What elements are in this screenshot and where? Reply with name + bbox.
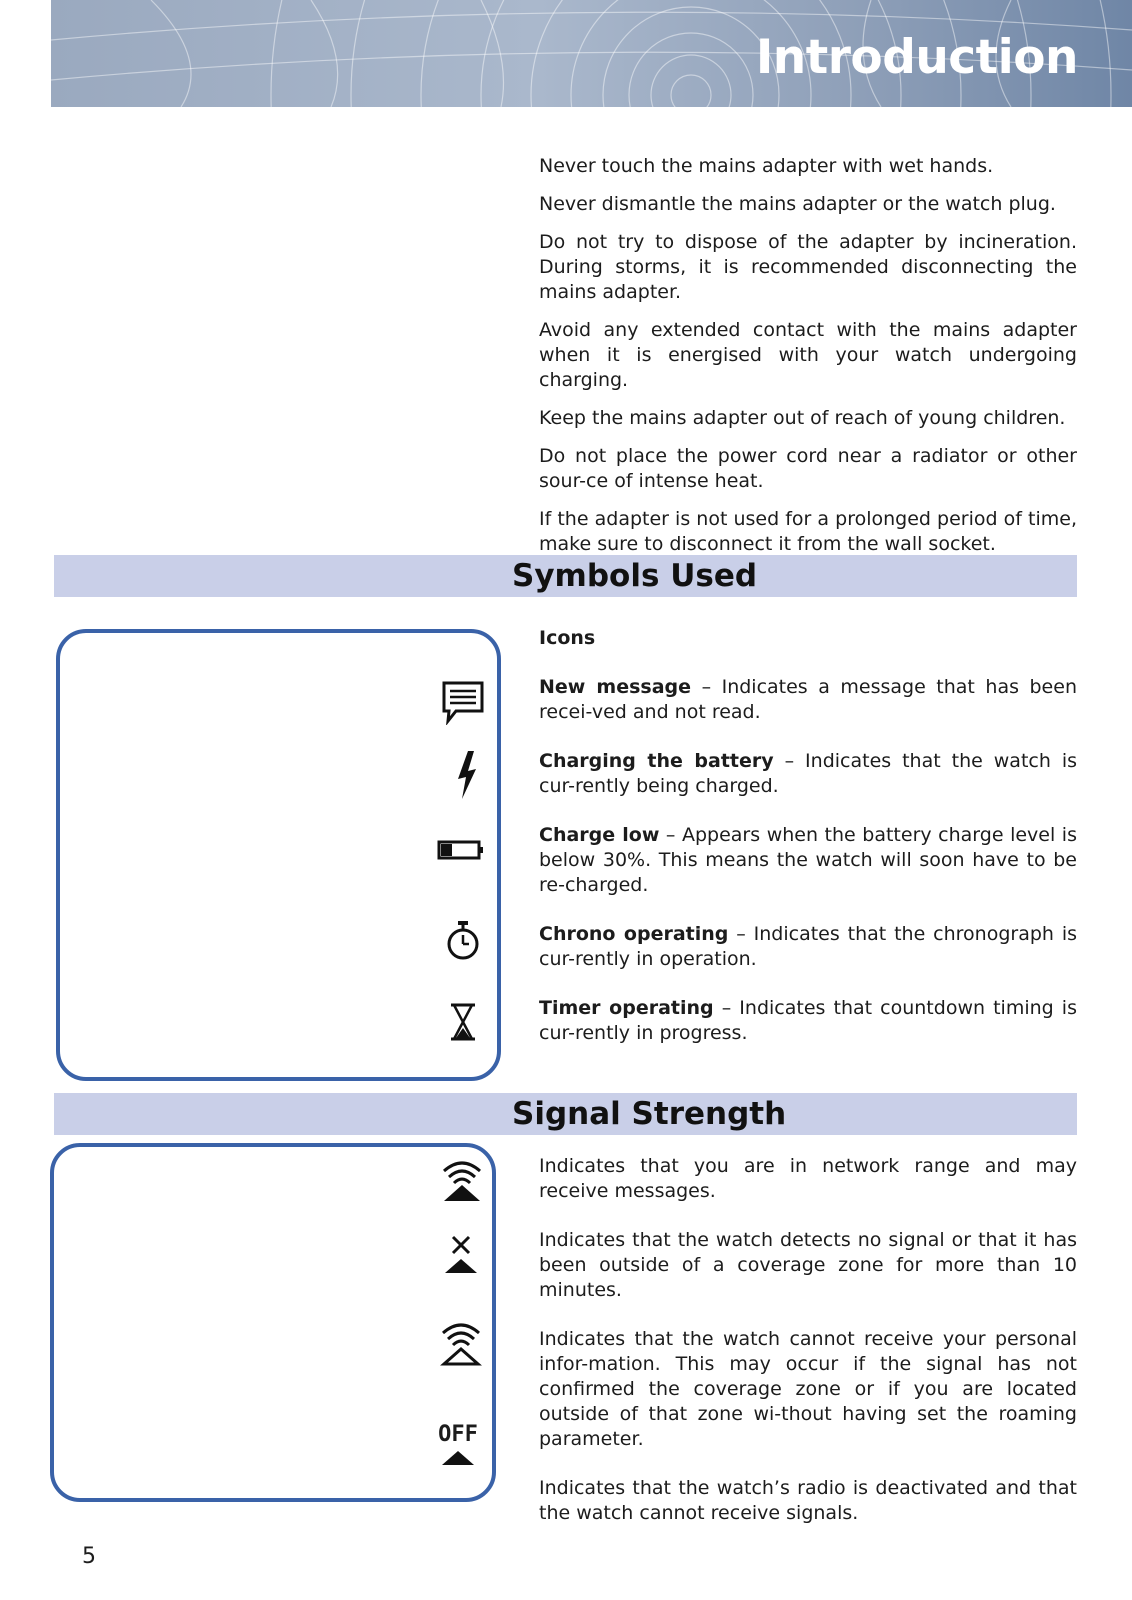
section-header-signal [54,1093,1077,1135]
page-number: 5 [82,1544,96,1569]
symbols-icon-panel [56,629,501,1081]
signal-description: Indicates that you are in network range and may receive messages. [539,1155,1077,1202]
icons-descriptions [539,626,1077,1070]
safety-note: Never dismantle the mains adapter or the watch plug. [539,193,1056,215]
message-icon [440,679,486,725]
safety-note: Do not place the power cord near a radiator or other sour-ce of intense heat. [539,445,1077,492]
signal-description: Indicates that the watch’s radio is deactivated and that the watch cannot receive signals. [539,1477,1077,1524]
signal-not-confirmed-icon [437,1317,485,1367]
safety-note: Never touch the mains adapter with wet hands. [539,155,994,177]
signal-description: Indicates that the watch detects no signal or that it has been outside of a coverage zone for more than 10 minutes. [539,1229,1077,1301]
icon-term: Charging the battery [539,750,774,772]
icon-description [539,749,1077,799]
section-title-symbols: Symbols Used [512,558,758,594]
icon-term: Timer operating [539,997,714,1019]
safety-note: If the adapter is not used for a prolonged period of time, make sure to disconnect it from the wall socket. [539,508,1077,555]
safety-note: Do not try to dispose of the adapter by incineration. During storms, it is recommended disconnecting the mains adapter. [539,231,1077,303]
icon-text: – Indicates a message that has been recei-ved and not read. [539,676,1077,723]
section-title-signal: Signal Strength [512,1096,787,1132]
battery-low-icon [437,839,485,861]
icons-subheading: Icons [539,627,596,649]
antenna-triangle-icon [432,1447,484,1469]
icon-text: – Indicates that countdown timing is cur-rently in progress. [539,997,1077,1044]
icon-description [539,996,1077,1046]
no-signal-icon [441,1233,481,1277]
radio-off-icon [432,1423,484,1471]
safety-note: Keep the mains adapter out of reach of young children. [539,407,1066,429]
signal-in-range-icon [438,1155,486,1203]
icon-term: New message [539,676,692,698]
off-label: OFF [438,1422,478,1447]
icon-term: Chrono operating [539,923,729,945]
signal-descriptions [539,1154,1077,1550]
lightning-icon [452,749,480,801]
signal-description: Indicates that the watch cannot receive your personal infor-mation. This may occur if the signal has not confirmed the coverage zone or if you are located outside of that zone wi-thout having set the roaming parameter. [539,1328,1077,1450]
icon-text: – Indicates that the watch is cur-rently being charged. [539,750,1077,797]
icon-description [539,823,1077,898]
icon-description [539,675,1077,725]
section-header-symbols [54,555,1077,597]
safety-notes [539,154,1077,570]
safety-note: Avoid any extended contact with the mains adapter when it is energised with your watch undergoing charging. [539,319,1077,391]
icon-description [539,922,1077,972]
icon-text: – Indicates that the chronograph is cur-rently in operation. [539,923,1077,970]
hourglass-icon [449,1002,477,1042]
icon-term: Charge low [539,824,660,846]
icon-text: – Appears when the battery charge level is below 30%. This means the watch will soon have to be re-charged. [539,824,1077,896]
stopwatch-icon [445,919,481,961]
page-title: Introduction [755,30,1078,85]
signal-icon-panel [50,1143,496,1502]
header-banner [51,0,1132,107]
